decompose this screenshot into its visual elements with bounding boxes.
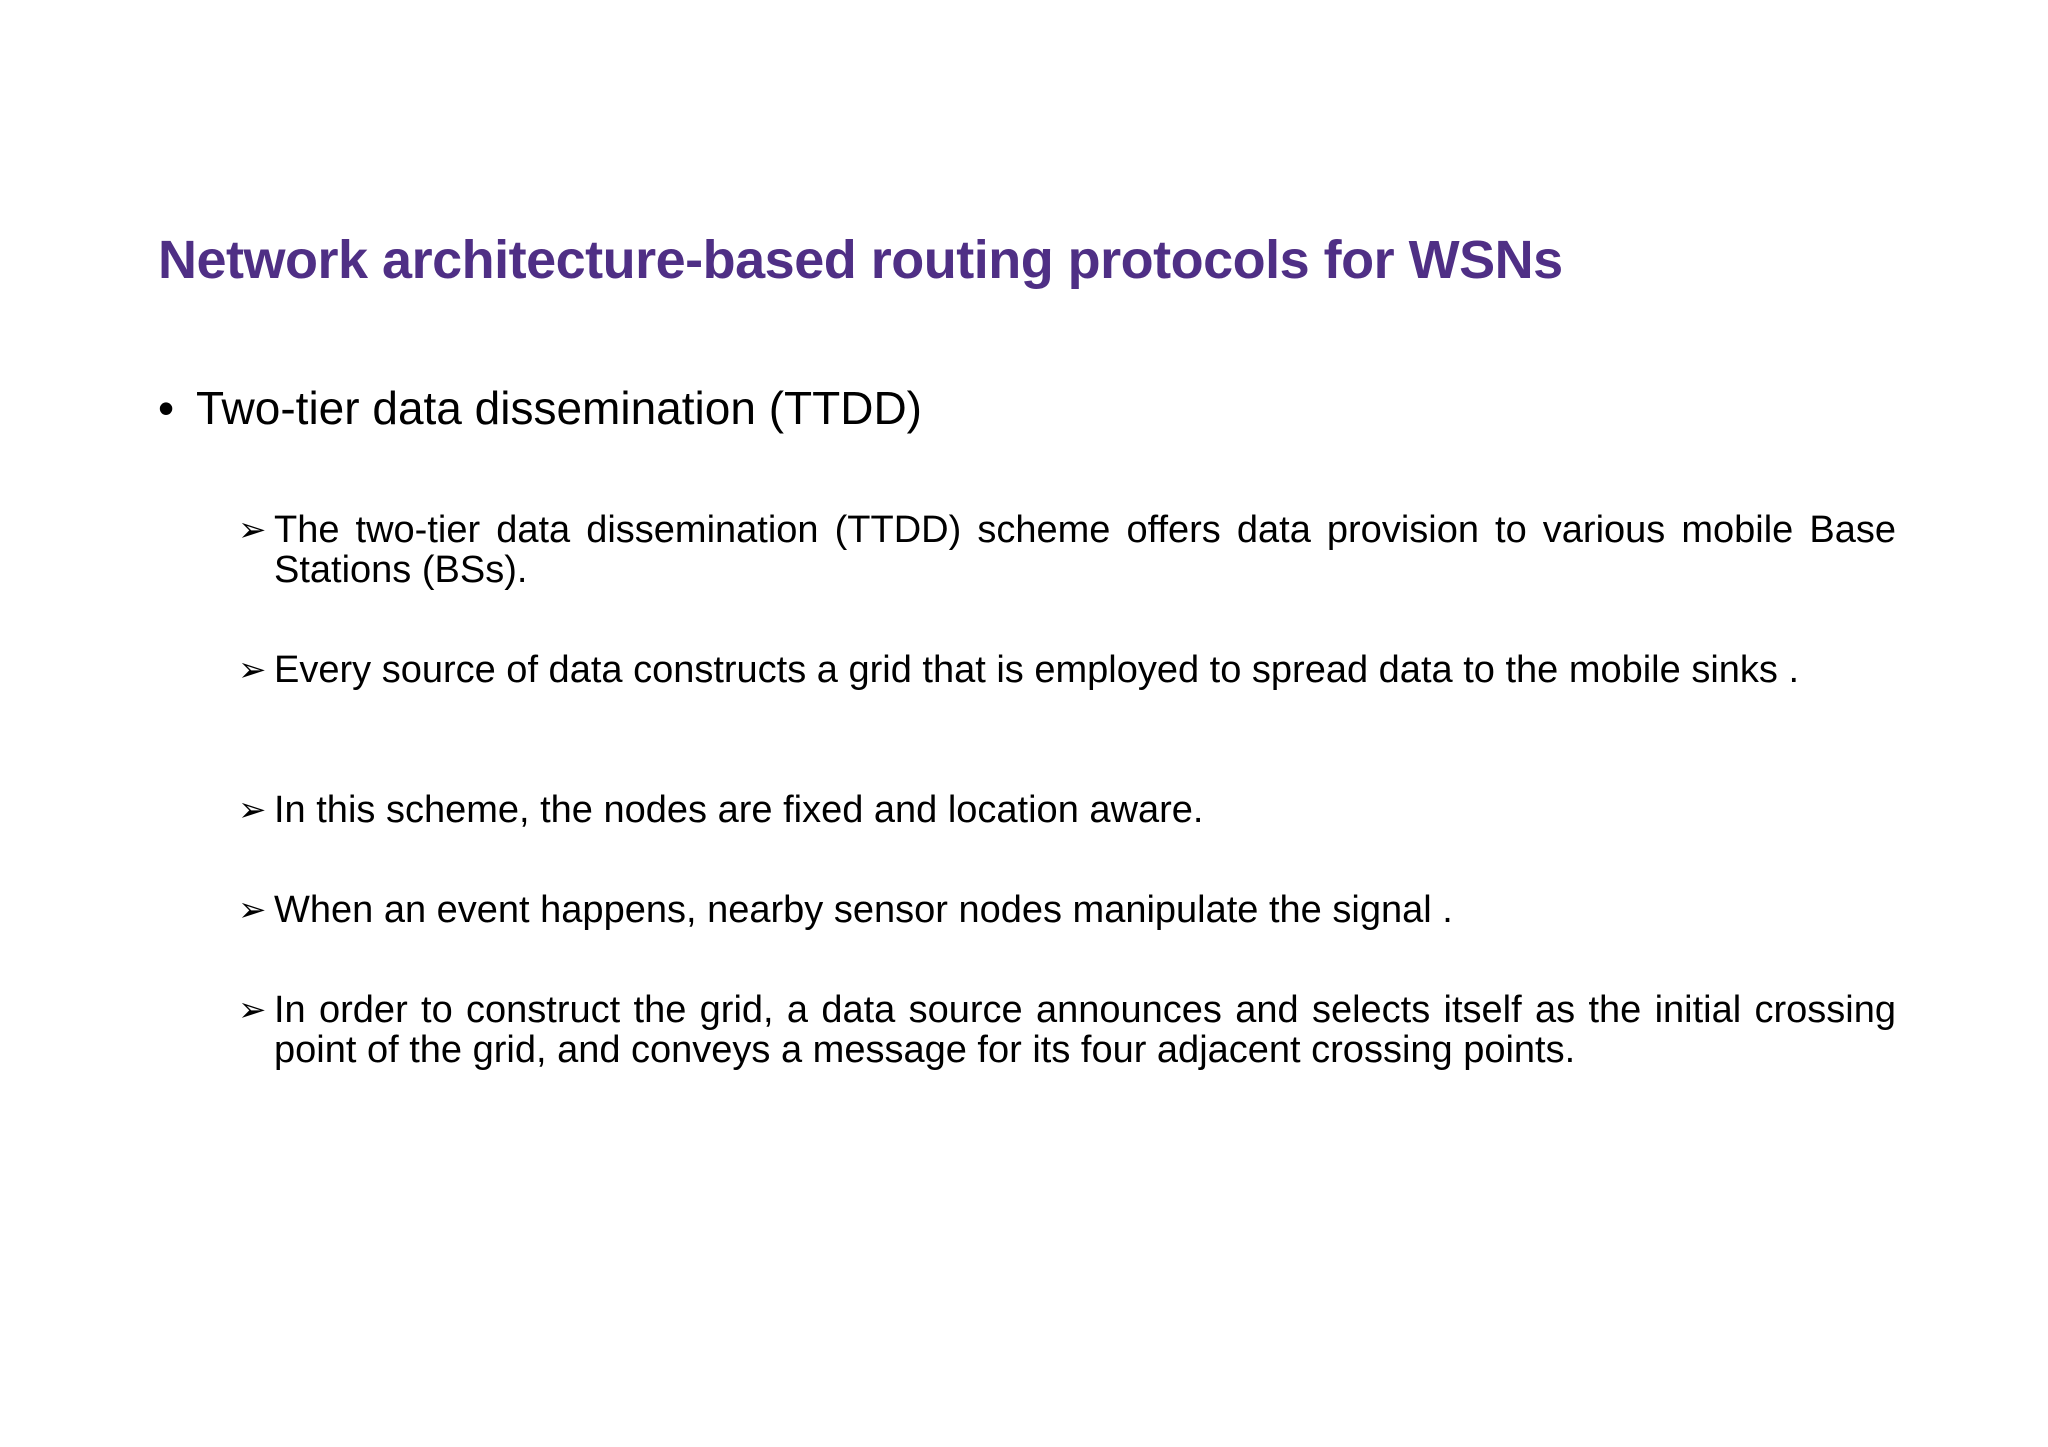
main-bullet-item [158, 378, 922, 438]
sub-bullet-item [238, 510, 1896, 590]
arrow-bullet-icon: ➢ [238, 651, 267, 689]
arrow-bullet-icon: ➢ [238, 991, 267, 1029]
arrow-bullet-icon: ➢ [238, 891, 267, 929]
arrow-bullet-icon: ➢ [238, 511, 267, 549]
sub-bullet-text: Every source of data constructs a grid that is employed to spread data to the mobile sinks . [274, 649, 1800, 691]
sub-bullet-text: The two-tier data dissemination (TTDD) scheme offers data provision to various mobile Base Stations (BSs). [274, 509, 1896, 591]
sub-bullet-text: When an event happens, nearby sensor nodes manipulate the signal . [274, 889, 1453, 931]
sub-bullet-item [238, 650, 1896, 690]
arrow-bullet-icon: ➢ [238, 791, 267, 829]
sub-bullet-text: In order to construct the grid, a data source announces and selects itself as the initial crossing point of the grid, and conveys a message for its four adjacent crossing points. [274, 989, 1896, 1071]
slide-title: Network architecture-based routing protocols for WSNs [158, 230, 1563, 290]
main-bullet-text: Two-tier data dissemination (TTDD) [196, 382, 922, 434]
bullet-dot-icon: • [158, 382, 175, 434]
sub-bullet-item [238, 990, 1896, 1070]
sub-bullet-text: In this scheme, the nodes are fixed and location aware. [274, 789, 1204, 831]
sub-bullet-item [238, 790, 1896, 830]
sub-bullet-item [238, 890, 1896, 930]
